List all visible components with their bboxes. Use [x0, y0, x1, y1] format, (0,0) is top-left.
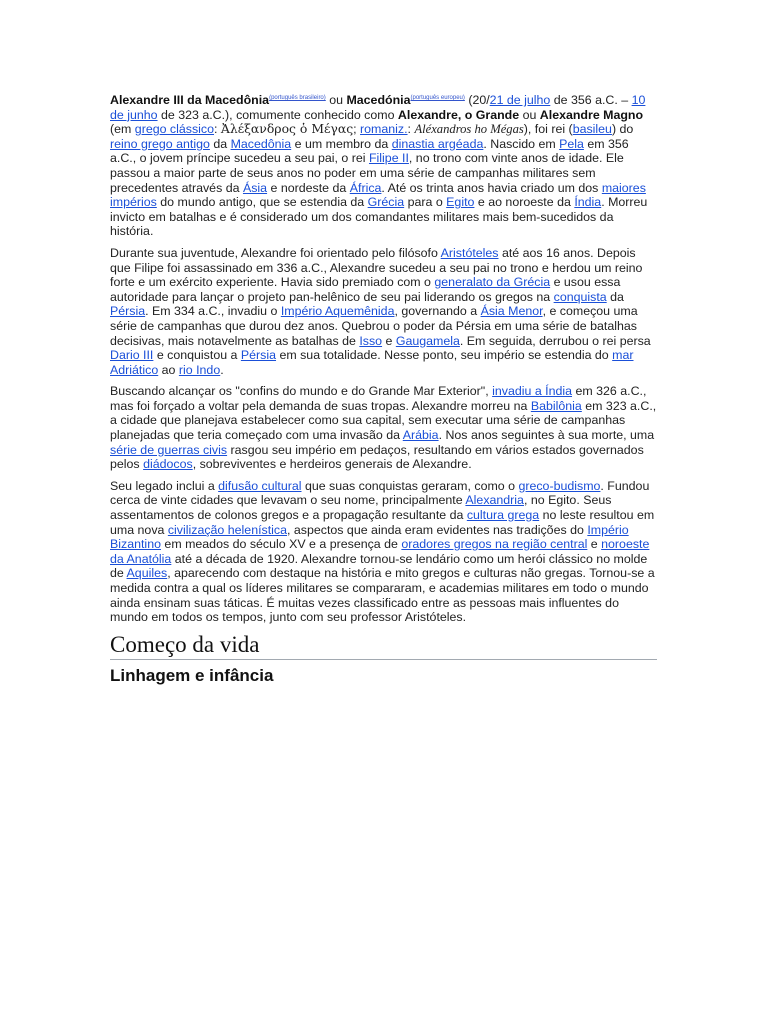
text-run: .: [220, 362, 224, 377]
wiki-link[interactable]: Império Aquemênida: [280, 304, 395, 319]
text-run: até a década de 1920. Alexandre tornou-se lendário como um herói clássico no molde de: [110, 551, 648, 581]
text-run: em meados do século XV e a presença de: [160, 537, 402, 552]
text-run: . Morreu invicto em batalhas e é considerado um dos comandantes militares mais bem-sucedidos da história.: [110, 195, 648, 239]
text-run: ), foi rei (: [523, 122, 573, 137]
section-heading: Começo da vida: [110, 632, 657, 660]
text-run: em 356 a.C., o jovem príncipe sucedeu a seu pai, o rei: [110, 136, 629, 166]
wiki-link[interactable]: Egito: [446, 195, 475, 210]
text-run: (20/: [464, 93, 490, 107]
text-run: de 356 a.C. –: [550, 93, 632, 107]
wiki-link[interactable]: Macedônia: [230, 136, 292, 151]
wiki-link[interactable]: 10 de junho: [110, 93, 646, 122]
wiki-link[interactable]: África: [349, 180, 382, 195]
text-run: . Nos anos seguintes à sua morte, uma: [438, 428, 655, 443]
article-paragraphs: [110, 93, 657, 625]
text-run: e conquistou a: [153, 348, 241, 363]
text-run: , sobreviventes e herdeiros generais de Alexandre.: [192, 457, 472, 472]
bold-term: Alexandre Magno: [539, 107, 644, 122]
text-run: e usou essa autoridade para lançar o projeto pan-helênico de seu pai liderando os gregos na: [110, 275, 621, 304]
text-run: e nordeste da: [267, 180, 350, 195]
wiki-link[interactable]: conquista: [553, 289, 607, 304]
article-body: [110, 93, 657, 686]
wiki-link[interactable]: invadiu a Índia: [492, 384, 573, 399]
wiki-link[interactable]: Alexandria: [465, 493, 524, 508]
text-run: ou: [325, 93, 347, 107]
article-paragraph: [110, 479, 657, 625]
wiki-link[interactable]: Índia: [574, 195, 602, 210]
wiki-link[interactable]: greco-budismo: [518, 478, 601, 493]
bold-term: Alexandre III da Macedônia: [110, 93, 270, 107]
wiki-link[interactable]: 21 de julho: [489, 93, 551, 107]
article-paragraph: [110, 93, 657, 239]
text-run: . Em seguida, derrubou o rei persa: [459, 333, 651, 348]
text-run: e: [587, 537, 602, 552]
text-run: em 326 a.C., mas foi forçado a voltar pela demanda de suas tropas. Alexandre morreu na: [110, 384, 647, 413]
wiki-link[interactable]: Império Bizantino: [110, 522, 629, 552]
article-paragraph: [110, 246, 657, 377]
wiki-link[interactable]: Pela: [559, 136, 584, 151]
text-run: , aparecendo com destaque na história e mito gregos e culturas não gregas. Tornou-se a medida contra a qual os líderes militares se compararam, e academias militares em todo o mundo ainda ensinam suas táticas. É muitas vezes classificado entre as pessoas mais influentes do mundo em todos os tempos, junto com seu professor Aristóteles.: [110, 566, 655, 625]
wiki-link[interactable]: generalato da Grécia: [434, 275, 551, 290]
wiki-link[interactable]: Pérsia: [240, 348, 277, 363]
text-run: e: [382, 333, 396, 348]
wiki-link[interactable]: Babilônia: [530, 398, 582, 413]
wiki-link[interactable]: reino grego antigo: [110, 136, 210, 151]
text-run: em 323 a.C., a cidade que planejava estabelecer como sua capital, sem executar uma série de campanhas planejadas que teria começado com uma invasão da: [110, 398, 657, 443]
text-run: , no trono com vinte anos de idade. Ele passou a maior parte de seus anos no poder em uma série de campanhas militares sem precedentes através da: [110, 151, 624, 195]
text-run: , governando a: [394, 304, 481, 319]
wiki-link[interactable]: Arábia: [402, 428, 439, 443]
bold-term: Macedónia: [346, 93, 411, 107]
wiki-link[interactable]: Gaugamela: [395, 333, 460, 348]
wiki-link[interactable]: maiores impérios: [110, 180, 646, 210]
bold-term: Alexandre, o Grande: [397, 107, 520, 122]
text-run: no leste resultou em uma nova: [110, 508, 655, 537]
text-run: que suas conquistas geraram, como o: [301, 478, 519, 493]
wiki-link[interactable]: Filipe II: [368, 151, 409, 166]
text-run: :: [407, 122, 415, 137]
text-run: Durante sua juventude, Alexandre foi orientado pelo filósofo: [110, 245, 441, 260]
language-variant-note: [269, 95, 326, 101]
text-run: ) do: [611, 122, 634, 137]
text-run: ou: [519, 107, 540, 122]
text-run: da: [209, 136, 231, 151]
wiki-link[interactable]: Pérsia: [110, 304, 146, 319]
romanized-name: Aléxandros ho Mégas: [414, 122, 524, 137]
wiki-link[interactable]: romaniz.: [360, 122, 408, 137]
text-run: , no Egito. Seus assentamentos de colonos gregos e a propagação resultante da: [110, 493, 612, 523]
wiki-link[interactable]: cultura grega: [466, 508, 540, 523]
text-run: e um membro da: [291, 136, 392, 151]
language-variant-link[interactable]: (português brasileiro): [269, 95, 326, 101]
text-run: , e começou uma série de campanhas que durou dez anos. Quebrou o poder da Pérsia em uma série de batalhas decisivas, mais notavelmente as batalhas de: [110, 304, 638, 348]
text-run: (em: [110, 122, 135, 137]
wiki-link[interactable]: Aquiles: [126, 566, 168, 581]
wiki-link[interactable]: dinastia argéada: [391, 136, 484, 151]
greek-name: Ἀλέξανδρος ὁ Μέγας: [220, 121, 354, 137]
wiki-link[interactable]: Grécia: [367, 195, 405, 210]
wiki-link[interactable]: difusão cultural: [218, 478, 302, 493]
article-paragraph: [110, 384, 657, 472]
wiki-link[interactable]: Aristóteles: [440, 245, 499, 260]
wiki-link[interactable]: noroeste da Anatólia: [110, 537, 650, 566]
wiki-link[interactable]: diádocos: [143, 457, 193, 472]
wiki-link[interactable]: civilização helenística: [167, 522, 288, 537]
text-run: de 323 a.C.), comumente conhecido como: [157, 107, 398, 122]
subsection-heading: Linhagem e infância: [110, 665, 274, 685]
wiki-link[interactable]: rio Indo: [178, 362, 221, 377]
text-run: ;: [353, 122, 361, 137]
wiki-link[interactable]: série de guerras civis: [110, 442, 228, 457]
wiki-link[interactable]: oradores gregos na região central: [401, 537, 588, 552]
text-run: rasgou seu império em pedaços, resultando em vários estados governados pelos: [110, 442, 644, 472]
text-run: :: [214, 122, 221, 137]
wiki-link[interactable]: basileu: [572, 122, 612, 137]
language-variant-note: [411, 95, 465, 101]
text-run: . Em 334 a.C., invadiu o: [145, 304, 281, 319]
text-run: até aos 16 anos. Depois que Filipe foi assassinado em 336 a.C., Alexandre sucedeu a seu pai no trono e herdou um reino forte e um exército experiente. Havia sido premiado com o: [110, 245, 643, 290]
text-run: do mundo antigo, que se estendia da: [156, 195, 368, 210]
wiki-link[interactable]: grego clássico: [134, 122, 214, 137]
wiki-link[interactable]: Ásia Menor: [480, 304, 543, 319]
wiki-link[interactable]: Isso: [359, 333, 383, 348]
text-run: Seu legado inclui a: [110, 478, 219, 493]
text-run: para o: [404, 195, 447, 210]
text-run: da: [606, 289, 624, 304]
text-run: , aspectos que ainda eram evidentes nas tradições do: [287, 522, 588, 537]
wiki-link[interactable]: Ásia: [242, 180, 268, 195]
text-run: ao: [158, 362, 179, 377]
wiki-link[interactable]: Dario III: [110, 348, 154, 363]
text-run: em sua totalidade. Nesse ponto, seu império se estendia do: [276, 348, 613, 363]
wiki-link[interactable]: mar Adriático: [110, 348, 634, 377]
text-run: Buscando alcançar os "confins do mundo e do Grande Mar Exterior",: [110, 384, 493, 399]
text-run: e ao noroeste da: [474, 195, 575, 210]
language-variant-link[interactable]: (português europeu): [410, 95, 465, 101]
text-run: . Até os trinta anos havia criado um dos: [381, 180, 602, 195]
text-run: . Fundou cerca de vinte cidades que levavam o seu nome, principalmente: [110, 478, 650, 508]
text-run: . Nascido em: [483, 136, 560, 151]
